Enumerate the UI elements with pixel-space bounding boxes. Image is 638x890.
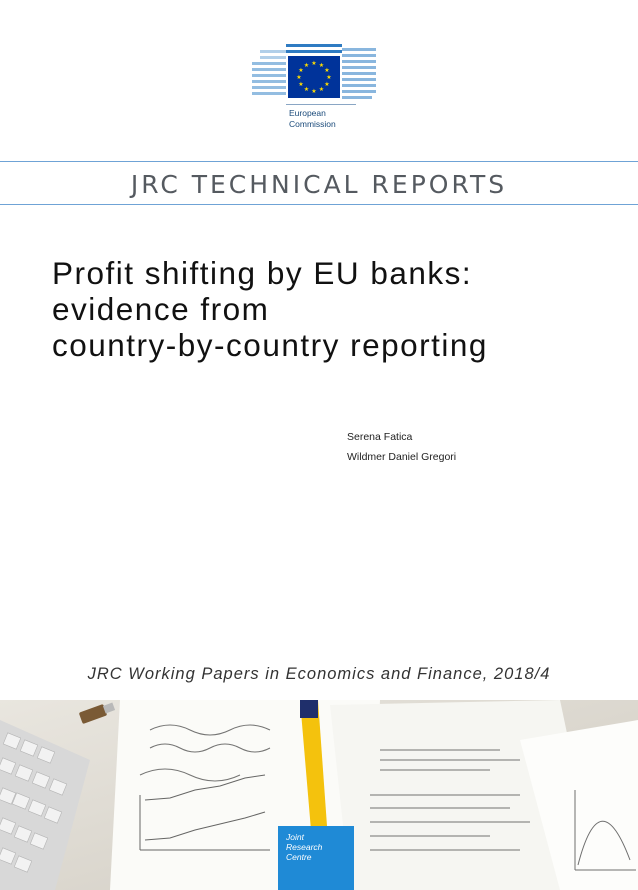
- document-title: [52, 255, 592, 363]
- badge-line-research: Research: [286, 842, 323, 852]
- jrc-badge-text: [286, 832, 322, 862]
- header-rule-top: [0, 161, 638, 162]
- svg-text:★: ★: [311, 60, 317, 67]
- badge-line-centre: Centre: [286, 852, 312, 862]
- svg-text:★: ★: [318, 62, 325, 69]
- svg-text:★: ★: [303, 62, 310, 69]
- svg-text:★: ★: [318, 86, 325, 93]
- author-list: [347, 427, 456, 467]
- report-type-heading: JRC TECHNICAL REPORTS: [130, 170, 508, 199]
- logo-line-european: European: [289, 108, 326, 118]
- title-line: evidence from: [52, 291, 270, 327]
- series-line: JRC Working Papers in Economics and Finance, 2018/4: [87, 665, 551, 683]
- header-rule-bottom: [0, 204, 638, 205]
- svg-text:★: ★: [303, 86, 310, 93]
- svg-text:★: ★: [326, 74, 332, 81]
- svg-text:★: ★: [298, 81, 304, 88]
- logo-line-commission: Commission: [289, 119, 336, 129]
- title-line: country-by-country reporting: [52, 327, 488, 363]
- svg-text:★: ★: [324, 81, 330, 88]
- jrc-badge: [278, 826, 354, 890]
- logo-divider: [286, 104, 356, 105]
- svg-text:★: ★: [296, 74, 302, 81]
- title-line: Profit shifting by EU banks:: [52, 255, 473, 291]
- badge-line-joint: Joint: [286, 832, 304, 842]
- author-name: Wildmer Daniel Gregori: [347, 451, 457, 463]
- author-name: Serena Fatica: [347, 431, 413, 443]
- svg-text:★: ★: [298, 67, 304, 74]
- svg-text:★: ★: [324, 67, 330, 74]
- logo-wordmark: [289, 108, 336, 130]
- svg-text:★: ★: [311, 88, 317, 95]
